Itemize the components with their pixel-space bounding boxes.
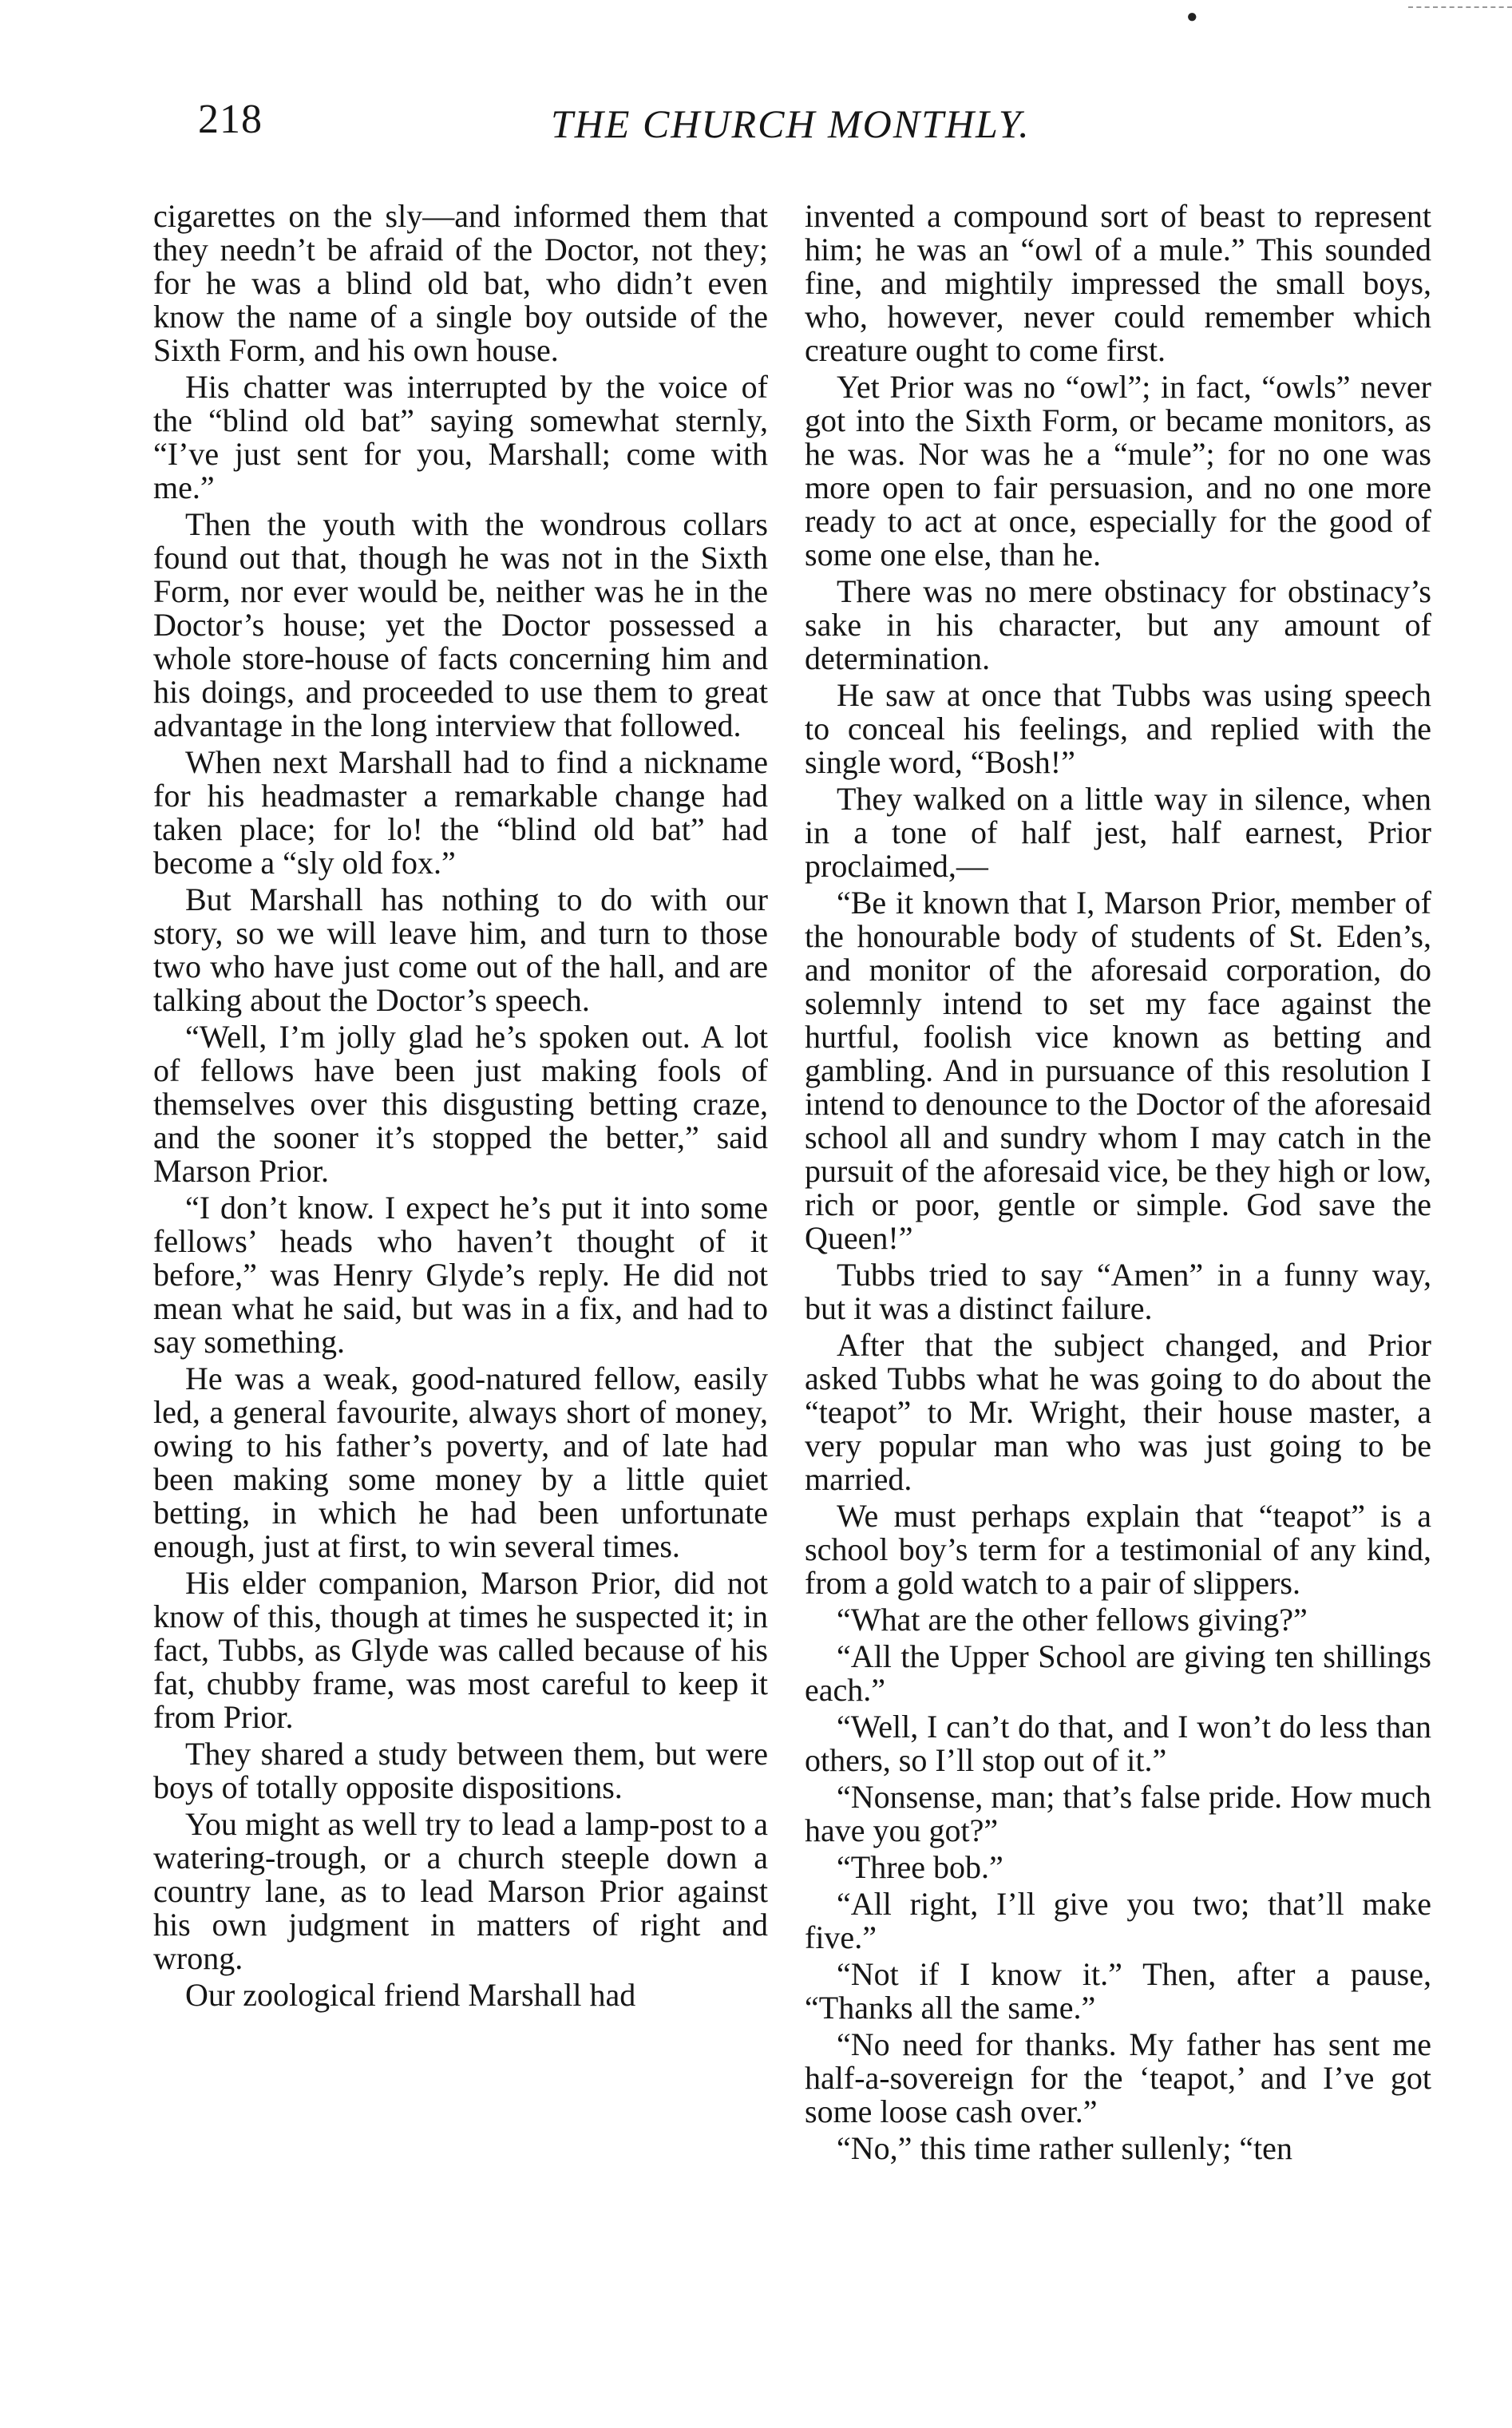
paragraph: “All right, I’ll give you two; that’ll make five.” [805,1886,1431,1955]
paragraph: “I don’t know. I expect he’s put it into some fellows’ heads who haven’t thought of it before,” was Henry Glyde’s reply. He did not mean what he said, but was in a fix, and had to say something. [153,1190,768,1360]
paragraph: invented a compound sort of beast to represent him; he was an “owl of a mule.” This sounded fine, and mightily impressed the small boys, who, however, never could remember which creature ought to come first. [805,198,1431,368]
paragraph: cigarettes on the sly—and informed them that they needn’t be afraid of the Doctor, not they; for he was a blind old bat, who didn’t even know the name of a single boy outside of the Sixth Form, and his own house. [153,198,768,368]
paragraph: After that the subject changed, and Prior asked Tubbs what he was going to do about the “teapot” to Mr. Wright, their house master, a very popular man who was just going to be married. [805,1327,1431,1497]
right-column [805,200,1431,2169]
paragraph: “Be it known that I, Marson Prior, member of the honourable body of students of St. Eden’s, and monitor of the aforesaid corporation, do solemnly intend to set my face against the hurtful, foolish vice known as betting and gambling. And in pursuance of this resolution I intend to denounce to the Doctor of the aforesaid school all and sundry whom I may catch in the pursuit of the aforesaid vice, be they high or low, rich or poor, gentle or simple. God save the Queen!” [805,885,1431,1256]
paragraph: “No need for thanks. My father has sent me half-a-sovereign for the ‘teapot,’ and I’ve got some loose cash over.” [805,2026,1431,2129]
paragraph: Yet Prior was no “owl”; in fact, “owls” never got into the Sixth Form, or became monitors, as he was. Nor was he a “mule”; for no one was more open to fair persuasion, and no one more ready to act at once, especially for the good of some one else, than he. [805,369,1431,572]
paragraph: “Not if I know it.” Then, after a pause, “Thanks all the same.” [805,1956,1431,2026]
paragraph: They walked on a little way in silence, when in a tone of half jest, half earnest, Prior proclaimed,— [805,781,1431,884]
paragraph: When next Marshall had to find a nickname for his headmaster a remarkable change had taken place; for lo! the “blind old bat” had become a “sly old fox.” [153,744,768,881]
paragraph: Then the youth with the wondrous collars found out that, though he was not in the Sixth Form, nor ever would be, neither was he in the Doctor’s house; yet the Doctor possessed a whole store-house of facts concerning him and his doings, and proceeded to use them to great advantage in the long interview that followed. [153,506,768,743]
paragraph: We must perhaps explain that “teapot” is a school boy’s term for a testimonial of any kind, from a gold watch to a pair of slippers. [805,1498,1431,1601]
paragraph: But Marshall has nothing to do with our story, so we will leave him, and turn to those two who have just come out of the hall, and are talking about the Doctor’s speech. [153,881,768,1018]
paragraph: “What are the other fellows giving?” [837,1602,1308,1638]
paragraph: There was no mere obstinacy for obstinacy’s sake in his character, but any amount of determination. [805,573,1431,676]
top-edge-mark [1408,6,1512,8]
paragraph: His chatter was interrupted by the voice of the “blind old bat” saying somewhat sternly, “I’ve just sent for you, Marshall; come with me.” [153,369,768,505]
paragraph: They shared a study between them, but were boys of totally opposite dispositions. [153,1736,768,1805]
paragraph: His elder companion, Marson Prior, did not know of this, though at times he suspected it; in fact, Tubbs, as Glyde was called because of his fat, chubby frame, was most careful to keep it from Prior. [153,1565,768,1735]
paragraph: “Well, I can’t do that, and I won’t do less than others, so I’ll stop out of it.” [805,1709,1431,1778]
paragraph: “Well, I’m jolly glad he’s spoken out. A lot of fellows have been just making fools of themselves over this disgusting betting craze, and the sooner it’s stopped the better,” said Marson Prior. [153,1019,768,1189]
paragraph: Tubbs tried to say “Amen” in a funny way, but it was a distinct failure. [805,1257,1431,1326]
paragraph: He saw at once that Tubbs was using speech to conceal his feelings, and replied with the single word, “Bosh!” [805,677,1431,780]
paragraph: “No,” this time rather sullenly; “ten [837,2130,1292,2166]
paragraph: “Nonsense, man; that’s false pride. How much have you got?” [805,1779,1431,1848]
page-number: 218 [198,97,263,142]
ink-dot: ● [1186,6,1198,27]
paragraph: “Three bob.” [837,1849,1003,1885]
paragraph: Our zoological friend Marshall had [185,1977,636,2013]
paragraph: “All the Upper School are giving ten shillings each.” [805,1638,1431,1708]
running-title: THE CHURCH MONTHLY. [551,101,1031,146]
paragraph: You might as well try to lead a lamp-post to a watering-trough, or a church steeple down a country lane, as to lead Marson Prior against his own judgment in matters of right and wrong. [153,1806,768,1976]
paragraph: He was a weak, good-natured fellow, easily led, a general favourite, always short of money, owing to his father’s poverty, and of late had been making some money by a little quiet betting, in which he had been unfortunate enough, just at first, to win several times. [153,1361,768,1564]
left-column [153,200,768,2015]
